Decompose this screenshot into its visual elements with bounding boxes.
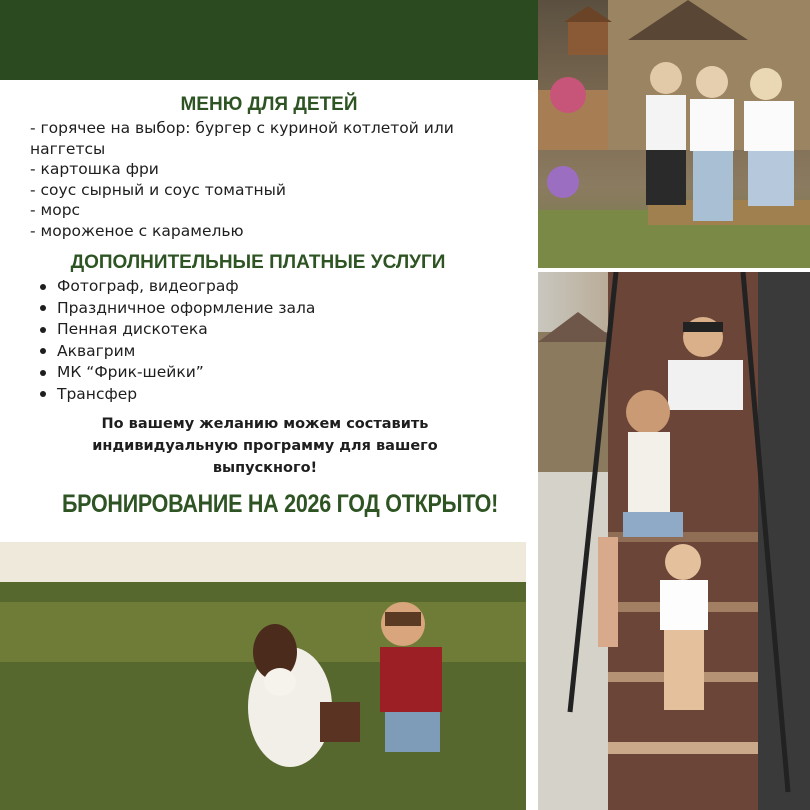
service-label: МК “Фрик-шейки” bbox=[57, 363, 204, 381]
custom-program-note: По вашему желанию можем составить индивидуальную программу для вашего выпускного! bbox=[92, 416, 438, 476]
service-label: Праздничное оформление зала bbox=[57, 298, 316, 317]
photo-boy-dog-illustration bbox=[0, 542, 526, 810]
extra-services-list bbox=[40, 276, 520, 405]
top-banner bbox=[0, 0, 538, 80]
service-label: Трансфер bbox=[57, 384, 138, 403]
menu-item: - картошка фри bbox=[30, 160, 159, 178]
service-label: Пенная дискотека bbox=[57, 320, 208, 338]
photo-kids-bench bbox=[538, 0, 810, 268]
service-item bbox=[40, 384, 520, 406]
bullet-icon bbox=[40, 391, 46, 397]
info-panel bbox=[0, 80, 538, 542]
photo-family-illustration bbox=[538, 272, 810, 810]
extra-services-title: ДОПОЛНИТЕЛЬНЫЕ ПЛАТНЫЕ УСЛУГИ bbox=[70, 252, 446, 273]
bullet-icon bbox=[40, 370, 46, 376]
menu-item: - морс bbox=[30, 201, 81, 219]
service-item bbox=[40, 276, 520, 298]
kids-menu-list bbox=[30, 118, 530, 241]
menu-item: - мороженое с карамелью bbox=[30, 221, 244, 240]
bullet-icon bbox=[40, 348, 46, 354]
service-item bbox=[40, 362, 520, 384]
booking-announcement: БРОНИРОВАНИЕ НА 2026 ГОД ОТКРЫТО! bbox=[61, 490, 499, 518]
menu-item: - горячее на выбор: бургер с куриной котлетой или наггетсы bbox=[30, 119, 454, 158]
bullet-icon bbox=[40, 305, 46, 311]
service-item bbox=[40, 341, 520, 363]
service-label: Аквагрим bbox=[57, 341, 136, 360]
menu-item: - соус сырный и соус томатный bbox=[30, 180, 286, 199]
service-label: Фотограф, видеограф bbox=[57, 277, 239, 295]
bullet-icon bbox=[40, 284, 46, 290]
photo-boy-dog bbox=[0, 542, 526, 810]
photo-family-stairs bbox=[538, 272, 810, 810]
service-item bbox=[40, 298, 520, 320]
photo-kids-illustration bbox=[538, 0, 810, 268]
bullet-icon bbox=[40, 327, 46, 333]
kids-menu-title: МЕНЮ ДЛЯ ДЕТЕЙ bbox=[180, 94, 358, 115]
service-item bbox=[40, 319, 520, 341]
